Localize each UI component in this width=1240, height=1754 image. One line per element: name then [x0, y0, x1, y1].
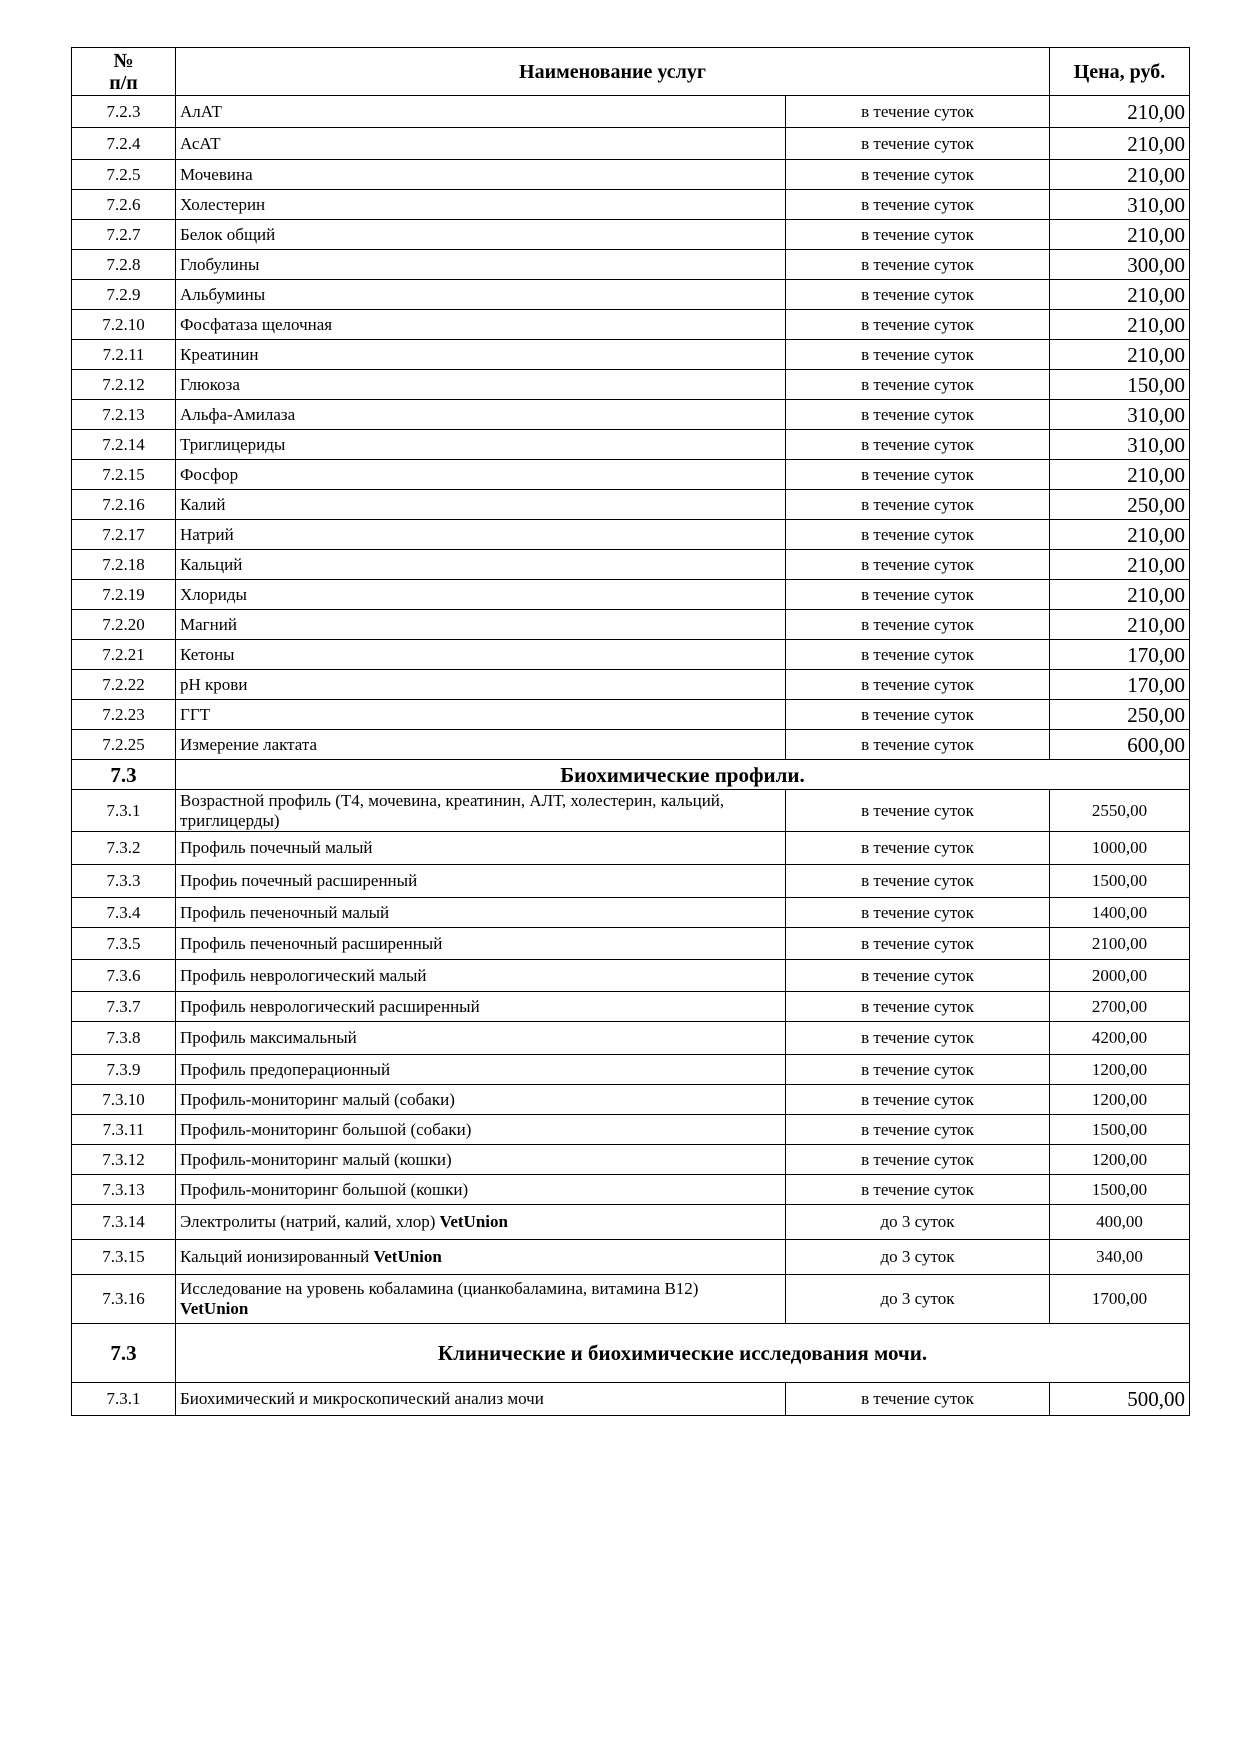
row-term: в течение суток	[786, 640, 1050, 670]
table-header-row	[72, 48, 1190, 96]
row-term: в течение суток	[786, 520, 1050, 550]
row-number: 7.3.15	[72, 1240, 176, 1275]
row-number: 7.2.16	[72, 490, 176, 520]
row-number: 7.3.1	[72, 790, 176, 832]
vetunion-brand: VetUnion	[373, 1247, 442, 1266]
table-row	[72, 460, 1190, 490]
row-service-name: Кетоны	[176, 640, 786, 670]
row-service-name	[176, 1240, 786, 1275]
row-term: в течение суток	[786, 832, 1050, 865]
table-row	[72, 96, 1190, 128]
row-price: 170,00	[1050, 670, 1190, 700]
row-term: в течение суток	[786, 1175, 1050, 1205]
row-number: 7.2.21	[72, 640, 176, 670]
table-row	[72, 310, 1190, 340]
row-number: 7.3.16	[72, 1275, 176, 1324]
row-term: в течение суток	[786, 310, 1050, 340]
row-price: 170,00	[1050, 640, 1190, 670]
section-header-row	[72, 760, 1190, 790]
row-service-name: Фосфор	[176, 460, 786, 490]
table-row	[72, 128, 1190, 160]
row-service-name: Альбумины	[176, 280, 786, 310]
row-price: 400,00	[1050, 1205, 1190, 1240]
row-number: 7.2.9	[72, 280, 176, 310]
section-title: Клинические и биохимические исследования мочи.	[176, 1324, 1190, 1383]
row-price: 210,00	[1050, 160, 1190, 190]
row-term: в течение суток	[786, 1085, 1050, 1115]
row-number: 7.3.14	[72, 1205, 176, 1240]
row-price: 210,00	[1050, 460, 1190, 490]
row-number: 7.3.10	[72, 1085, 176, 1115]
table-row	[72, 220, 1190, 250]
row-number: 7.2.11	[72, 340, 176, 370]
row-price: 310,00	[1050, 400, 1190, 430]
row-service-name-text: Исследование на уровень кобаламина (цианкобаламина, витамина В12)	[180, 1279, 699, 1298]
row-service-name: АсАТ	[176, 128, 786, 160]
row-service-name: Профиль предоперационный	[176, 1055, 786, 1085]
row-number: 7.2.12	[72, 370, 176, 400]
row-service-name: Белок общий	[176, 220, 786, 250]
row-service-name: Профиль почечный малый	[176, 832, 786, 865]
row-price: 210,00	[1050, 550, 1190, 580]
row-service-name: pH крови	[176, 670, 786, 700]
row-term: в течение суток	[786, 190, 1050, 220]
table-row	[72, 430, 1190, 460]
row-price: 210,00	[1050, 220, 1190, 250]
row-price: 250,00	[1050, 490, 1190, 520]
row-term: в течение суток	[786, 1383, 1050, 1416]
row-price: 4200,00	[1050, 1022, 1190, 1055]
row-number: 7.2.22	[72, 670, 176, 700]
table-row	[72, 1085, 1190, 1115]
row-term: в течение суток	[786, 730, 1050, 760]
row-number: 7.3.1	[72, 1383, 176, 1416]
row-number: 7.3.3	[72, 865, 176, 898]
vetunion-brand: VetUnion	[180, 1299, 249, 1318]
row-service-name: Профиль-мониторинг большой (кошки)	[176, 1175, 786, 1205]
row-number: 7.2.17	[72, 520, 176, 550]
row-price: 1500,00	[1050, 865, 1190, 898]
row-number: 7.3.8	[72, 1022, 176, 1055]
row-service-name: Профиль неврологический малый	[176, 960, 786, 992]
row-term: в течение суток	[786, 280, 1050, 310]
header-number	[72, 48, 176, 96]
row-service-name: Глобулины	[176, 250, 786, 280]
table-row	[72, 1383, 1190, 1416]
table-row	[72, 160, 1190, 190]
row-number: 7.2.19	[72, 580, 176, 610]
row-price: 1200,00	[1050, 1055, 1190, 1085]
row-service-name: Профиль-мониторинг малый (кошки)	[176, 1145, 786, 1175]
header-service-name: Наименование услуг	[176, 48, 1050, 96]
row-service-name-text: Кальций ионизированный	[180, 1247, 374, 1266]
row-term: в течение суток	[786, 430, 1050, 460]
row-service-name	[176, 1205, 786, 1240]
row-price: 210,00	[1050, 610, 1190, 640]
row-service-name: Кальций	[176, 550, 786, 580]
row-service-name: Измерение лактата	[176, 730, 786, 760]
row-number: 7.3.11	[72, 1115, 176, 1145]
row-number: 7.2.20	[72, 610, 176, 640]
table-row	[72, 1175, 1190, 1205]
table-row	[72, 1022, 1190, 1055]
row-number: 7.2.8	[72, 250, 176, 280]
table-row	[72, 670, 1190, 700]
table-row	[72, 1145, 1190, 1175]
table-row	[72, 340, 1190, 370]
row-service-name	[176, 1275, 786, 1324]
row-price: 2700,00	[1050, 992, 1190, 1022]
row-price: 250,00	[1050, 700, 1190, 730]
row-price: 500,00	[1050, 1383, 1190, 1416]
row-service-name: Фосфатаза щелочная	[176, 310, 786, 340]
table-row	[72, 520, 1190, 550]
row-term: в течение суток	[786, 1055, 1050, 1085]
row-term: до 3 суток	[786, 1240, 1050, 1275]
row-price: 1700,00	[1050, 1275, 1190, 1324]
table-row	[72, 898, 1190, 928]
row-price: 2550,00	[1050, 790, 1190, 832]
row-number: 7.2.25	[72, 730, 176, 760]
row-term: в течение суток	[786, 865, 1050, 898]
table-row	[72, 700, 1190, 730]
row-term: до 3 суток	[786, 1275, 1050, 1324]
row-number: 7.2.13	[72, 400, 176, 430]
row-term: в течение суток	[786, 550, 1050, 580]
header-number-label: № п/п	[109, 49, 138, 94]
row-price: 300,00	[1050, 250, 1190, 280]
row-term: в течение суток	[786, 490, 1050, 520]
row-service-name: Натрий	[176, 520, 786, 550]
vetunion-brand: VetUnion	[439, 1212, 508, 1231]
row-term: в течение суток	[786, 670, 1050, 700]
table-row	[72, 790, 1190, 832]
row-price: 310,00	[1050, 190, 1190, 220]
row-number: 7.3.2	[72, 832, 176, 865]
row-number: 7.2.18	[72, 550, 176, 580]
row-service-name: Профиль печеночный расширенный	[176, 928, 786, 960]
row-service-name: Мочевина	[176, 160, 786, 190]
section-header-row	[72, 1324, 1190, 1383]
row-service-name: Альфа-Амилаза	[176, 400, 786, 430]
row-term: в течение суток	[786, 580, 1050, 610]
table-row	[72, 992, 1190, 1022]
row-number: 7.2.14	[72, 430, 176, 460]
row-service-name: ГГТ	[176, 700, 786, 730]
table-row	[72, 1055, 1190, 1085]
table-row	[72, 280, 1190, 310]
row-term: в течение суток	[786, 1115, 1050, 1145]
table-row	[72, 490, 1190, 520]
table-row	[72, 550, 1190, 580]
row-number: 7.3.12	[72, 1145, 176, 1175]
row-term: в течение суток	[786, 340, 1050, 370]
table-row	[72, 1275, 1190, 1324]
row-price: 310,00	[1050, 430, 1190, 460]
row-term: в течение суток	[786, 370, 1050, 400]
row-service-name: Профиль неврологический расширенный	[176, 992, 786, 1022]
row-price: 1000,00	[1050, 832, 1190, 865]
row-service-name: Калий	[176, 490, 786, 520]
table-row	[72, 865, 1190, 898]
row-price: 2000,00	[1050, 960, 1190, 992]
section-number: 7.3	[72, 1324, 176, 1383]
row-service-name: Профиь почечный расширенный	[176, 865, 786, 898]
row-service-name: АлАТ	[176, 96, 786, 128]
row-number: 7.3.6	[72, 960, 176, 992]
row-number: 7.3.4	[72, 898, 176, 928]
header-price: Цена, руб.	[1050, 48, 1190, 96]
row-price: 150,00	[1050, 370, 1190, 400]
table-row	[72, 730, 1190, 760]
row-price: 210,00	[1050, 96, 1190, 128]
row-service-name: Профиль-мониторинг большой (собаки)	[176, 1115, 786, 1145]
row-term: в течение суток	[786, 928, 1050, 960]
table-row	[72, 1240, 1190, 1275]
row-service-name-text: Электролиты (натрий, калий, хлор)	[180, 1212, 440, 1231]
row-service-name: Биохимический и микроскопический анализ мочи	[176, 1383, 786, 1416]
table-row	[72, 960, 1190, 992]
table-body	[72, 96, 1190, 1416]
row-service-name: Хлориды	[176, 580, 786, 610]
table-row	[72, 640, 1190, 670]
row-term: в течение суток	[786, 960, 1050, 992]
table-row	[72, 190, 1190, 220]
row-service-name: Магний	[176, 610, 786, 640]
row-term: в течение суток	[786, 250, 1050, 280]
row-term: в течение суток	[786, 96, 1050, 128]
row-number: 7.2.6	[72, 190, 176, 220]
row-price: 1200,00	[1050, 1145, 1190, 1175]
row-service-name: Креатинин	[176, 340, 786, 370]
row-term: в течение суток	[786, 700, 1050, 730]
row-term: в течение суток	[786, 898, 1050, 928]
row-price: 210,00	[1050, 340, 1190, 370]
row-price: 1500,00	[1050, 1115, 1190, 1145]
row-number: 7.2.7	[72, 220, 176, 250]
row-number: 7.2.3	[72, 96, 176, 128]
row-term: в течение суток	[786, 992, 1050, 1022]
row-term: в течение суток	[786, 460, 1050, 490]
row-number: 7.2.5	[72, 160, 176, 190]
row-service-name: Профиль печеночный малый	[176, 898, 786, 928]
row-price: 210,00	[1050, 520, 1190, 550]
row-term: в течение суток	[786, 1022, 1050, 1055]
row-price: 210,00	[1050, 580, 1190, 610]
row-service-name: Профиль-мониторинг малый (собаки)	[176, 1085, 786, 1115]
row-price: 1200,00	[1050, 1085, 1190, 1115]
row-term: до 3 суток	[786, 1205, 1050, 1240]
row-term: в течение суток	[786, 220, 1050, 250]
row-term: в течение суток	[786, 400, 1050, 430]
row-number: 7.2.15	[72, 460, 176, 490]
row-service-name: Возрастной профиль (Т4, мочевина, креатинин, АЛТ, холестерин, кальций, триглицерды)	[176, 790, 786, 832]
row-service-name: Глюкоза	[176, 370, 786, 400]
row-number: 7.2.10	[72, 310, 176, 340]
row-number: 7.3.7	[72, 992, 176, 1022]
table-row	[72, 370, 1190, 400]
table-row	[72, 832, 1190, 865]
row-price: 340,00	[1050, 1240, 1190, 1275]
row-term: в течение суток	[786, 128, 1050, 160]
row-number: 7.3.9	[72, 1055, 176, 1085]
row-number: 7.2.4	[72, 128, 176, 160]
row-term: в течение суток	[786, 160, 1050, 190]
table-row	[72, 928, 1190, 960]
row-number: 7.3.5	[72, 928, 176, 960]
row-price: 210,00	[1050, 128, 1190, 160]
row-price: 600,00	[1050, 730, 1190, 760]
price-list-table	[71, 47, 1190, 1416]
row-price: 210,00	[1050, 310, 1190, 340]
row-term: в течение суток	[786, 1145, 1050, 1175]
table-row	[72, 580, 1190, 610]
table-row	[72, 250, 1190, 280]
row-price: 210,00	[1050, 280, 1190, 310]
row-service-name: Триглицериды	[176, 430, 786, 460]
table-row	[72, 400, 1190, 430]
table-row	[72, 1115, 1190, 1145]
row-price: 1400,00	[1050, 898, 1190, 928]
row-term: в течение суток	[786, 790, 1050, 832]
row-service-name: Профиль максимальный	[176, 1022, 786, 1055]
table-row	[72, 1205, 1190, 1240]
row-price: 2100,00	[1050, 928, 1190, 960]
row-term: в течение суток	[786, 610, 1050, 640]
table-row	[72, 610, 1190, 640]
section-number: 7.3	[72, 760, 176, 790]
section-title: Биохимические профили.	[176, 760, 1190, 790]
row-service-name: Холестерин	[176, 190, 786, 220]
row-number: 7.2.23	[72, 700, 176, 730]
row-price: 1500,00	[1050, 1175, 1190, 1205]
row-number: 7.3.13	[72, 1175, 176, 1205]
